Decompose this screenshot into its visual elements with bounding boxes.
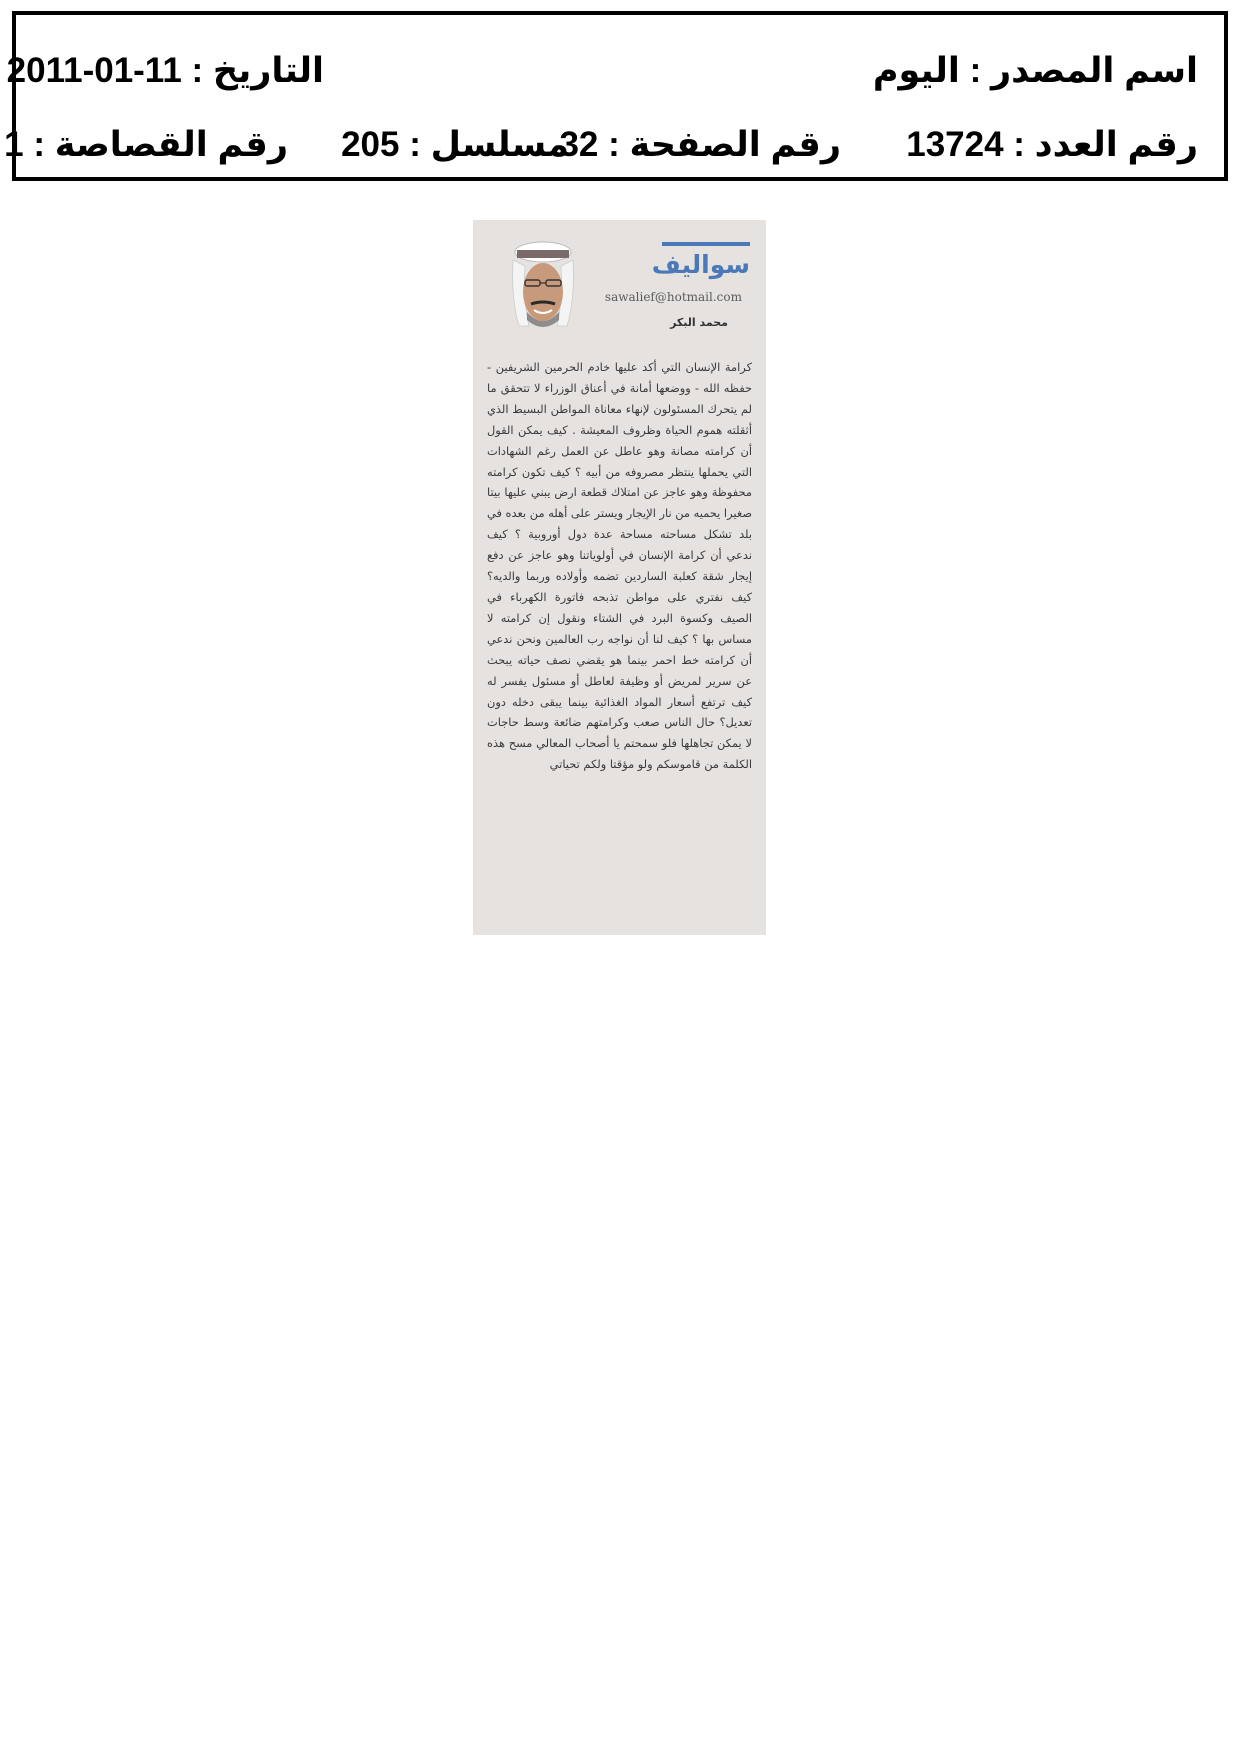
clipping-label: رقم القصاصة :	[23, 125, 288, 164]
serial-field	[341, 127, 569, 162]
issue-value: 13724	[906, 125, 1004, 164]
clipping-value: 1	[4, 125, 24, 164]
author-photo	[493, 230, 593, 350]
author-email: sawalief@hotmail.com	[604, 290, 742, 304]
page-label: رقم الصفحة :	[598, 125, 841, 164]
column-title: سواليف	[651, 250, 750, 279]
column-header	[473, 220, 766, 350]
column-title-rule	[662, 242, 750, 246]
clipping-number-field	[4, 127, 288, 162]
issue-label: رقم العدد :	[1003, 125, 1198, 164]
metadata-header-box	[4, 11, 1228, 181]
page-number-field	[559, 127, 841, 162]
date-field	[7, 53, 324, 88]
article-body: كرامة الإنسان التي أكد عليها خادم الحرمين الشريفين - حفظه الله - ووضعها أمانة في أعناق الوزراء لا تتحقق ما لم يتحرك المسئولون لإنهاء معاناة المواطن البسيط الذي أثقلته هموم الحياة وظروف المعيشة . كيف يمكن القول أن كرامته مصانة وهو عاطل عن العمل رغم الشهادات التي يحملها ينتظر مصروفه من أبيه ؟ كيف تكون كرامته محفوظة وهو عاجز عن امتلاك قطعة ارض يبني عليها بيتا صغيرا يحميه من نار الإيجار ويستر على أهله من بعده في بلد تشكل مساحته مساحة عدة دول أوروبية ؟ كيف ندعي أن كرامة الإنسان في أولوياتنا وهو عاجز عن دفع إيجار شقة كعلبة الساردين تضمه وأولاده وربما والديه؟كيف نفتري على مواطن تذبحه فاتورة الكهرباء في الصيف وكسوة البرد في الشتاء ونقول إن كرامته لا مساس بها ؟ كيف لنا أن نواجه رب العالمين ونحن ندعي أن كرامته خط احمر بينما هو يقضي نصف حياته يبحث عن سرير لمريض أو وظيفة لعاطل أو مسئول يفسر له كيف ترتفع أسعار المواد الغذائية بينما يبقى دخله دون تعديل؟ حال الناس صعب وكرامتهم ضائعة وسط حاجات لا يمكن تجاهلها فلو سمحتم يا أصحاب المعالي مسح هذه الكلمة من قاموسكم ولو مؤقتا ولكم تحياتي	[487, 360, 752, 772]
page-value: 32	[559, 125, 599, 164]
newspaper-clipping	[473, 220, 766, 935]
source-field: اسم المصدر : اليوم	[872, 51, 1198, 90]
serial-label: مسلسل :	[399, 125, 569, 164]
date-label: التاريخ :	[181, 51, 324, 90]
issue-number-field	[906, 127, 1198, 162]
author-name: محمد البكر	[670, 316, 728, 329]
date-value: 2011-01-11	[6, 51, 182, 90]
serial-value: 205	[341, 125, 400, 164]
